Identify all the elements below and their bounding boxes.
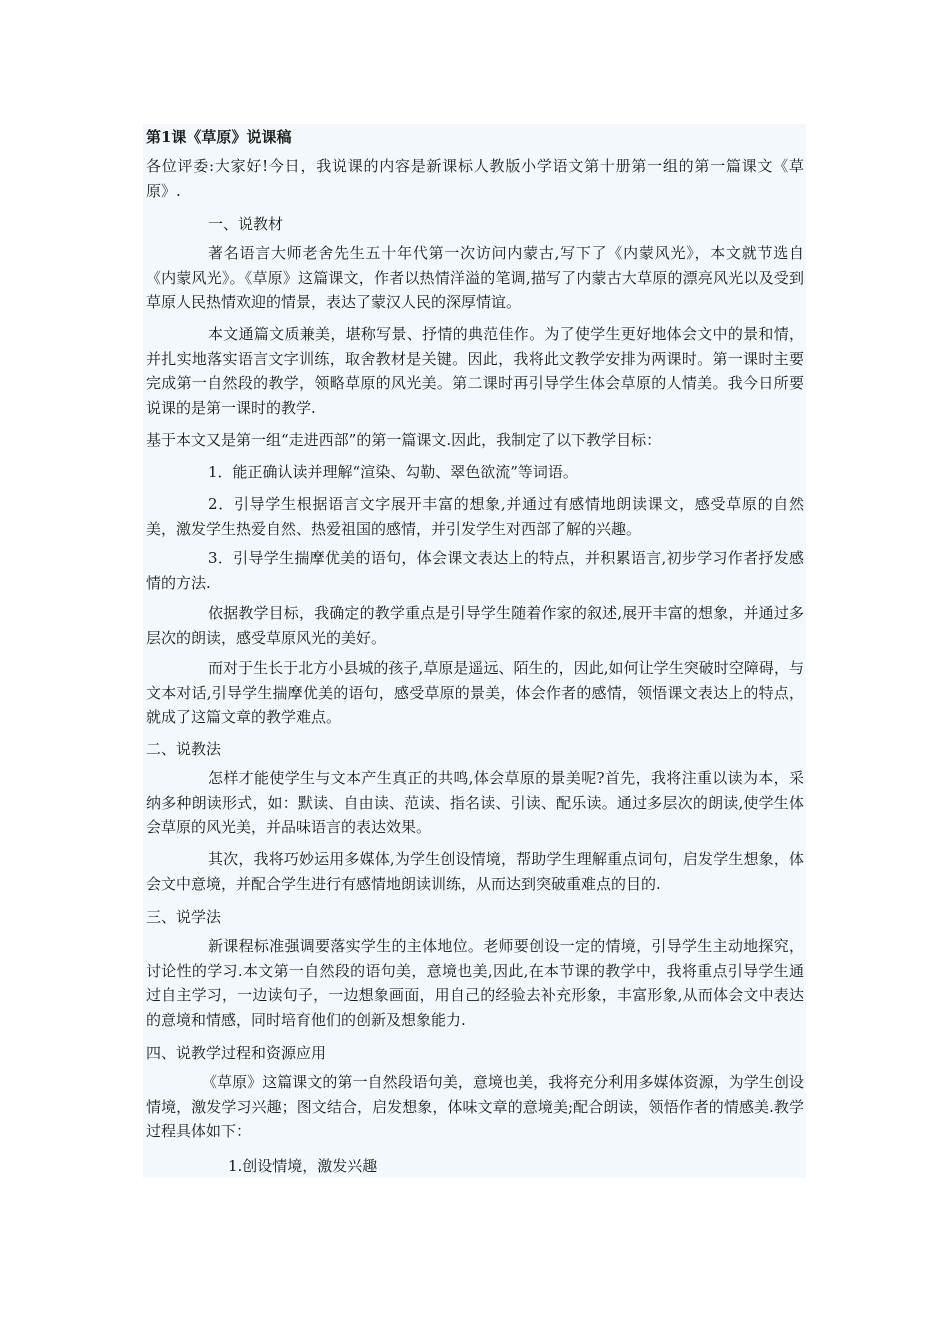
- section1-paragraph-2: 本文通篇文质兼美，堪称写景、抒情的典范佳作。为了使学生更好地体会文中的景和情，并扎实地落实语言文字训练，取舍教材是关键。因此，我将此文教学安排为两课时。第一课时主要完成第一自然段的教学，领略草原的风光美。第二课时再引导学生体会草原的人情美。我今日所要说课的是第一课时的教学.: [146, 325, 804, 417]
- section4-heading: 四、说教学过程和资源应用: [146, 1044, 327, 1062]
- document-title: 第1课《草原》说课稿: [146, 128, 292, 146]
- section2-paragraph-1: 怎样才能使学生与文本产生真正的共鸣,体会草原的景美呢?首先，我将注重以读为本，采纳多种朗读形式，如：默读、自由读、范读、指名读、引读、配乐读。通过多层次的朗读,使学生体会草原的风光美，并品味语言的表达效果。: [146, 769, 804, 836]
- teaching-goal-3: 3．引导学生揣摩优美的语句，体会课文表达上的特点，并积累语言,初步学习作者抒发感情的方法.: [146, 549, 804, 592]
- process-step-1: 1.创设情境，激发兴趣: [228, 1157, 378, 1175]
- section1-heading: 一、说教材: [208, 215, 284, 233]
- section1-paragraph-4: 依据教学目标，我确定的教学重点是引导学生随着作家的叙述,展开丰富的想象，并通过多层次的朗读，感受草原风光的美好。: [146, 604, 804, 647]
- section4-paragraph-1: 《草原》这篇课文的第一自然段语句美，意境也美，我将充分利用多媒体资源，为学生创设情境，激发学习兴趣；图文结合，启发想象，体味文章的意境美;配合朗读，领悟作者的情感美.教学过程具体如下：: [146, 1073, 804, 1140]
- section1-paragraph-3: 基于本文又是第一组“走进西部”的第一篇课文.因此，我制定了以下教学目标：: [146, 431, 662, 449]
- section2-paragraph-2: 其次，我将巧妙运用多媒体,为学生创设情境，帮助学生理解重点词句，启发学生想象，体会文中意境，并配合学生进行有感情地朗读训练，从而达到突破重难点的目的.: [146, 850, 804, 893]
- section3-paragraph-1: 新课程标准强调要落实学生的主体地位。老师要创设一定的情境，引导学生主动地探究，讨论性的学习.本文第一自然段的语句美，意境也美,因此,在本节课的教学中，我将重点引导学生通过自主学习，一边读句子，一边想象画面，用自己的经验去补充形象，丰富形象,从而体会文中表达的意境和情感，同时培育他们的创新及想象能力.: [146, 937, 804, 1029]
- section1-paragraph-1: 著名语言大师老舍先生五十年代第一次访问内蒙古,写下了《内蒙风光》，本文就节选自《内蒙风光》。《草原》这篇课文，作者以热情洋溢的笔调,描写了内蒙古大草原的漂亮风光以及受到草原人民热情欢迎的情景，表达了蒙汉人民的深厚情谊。: [146, 244, 804, 311]
- section3-heading: 三、说学法: [146, 908, 222, 926]
- teaching-goal-1: 1．能正确认读并理解“渲染、勾勒、翠色欲流”等词语。: [208, 463, 578, 481]
- section2-heading: 二、说教法: [146, 740, 222, 758]
- document-page: [143, 124, 806, 1178]
- teaching-goal-2: 2．引导学生根据语言文字展开丰富的想象,并通过有感情地朗读课文，感受草原的自然美，激发学生热爱自然、热爱祖国的感情，并引发学生对西部了解的兴趣。: [146, 495, 804, 538]
- section1-paragraph-5: 而对于生长于北方小县城的孩子,草原是遥远、陌生的，因此,如何让学生突破时空障碍，与文本对话,引导学生揣摩优美的语句，感受草原的景美，体会作者的感情，领悟课文表达上的特点，就成了这篇文章的教学难点。: [146, 659, 804, 726]
- intro-paragraph: 各位评委:大家好!今日，我说课的内容是新课标人教版小学语文第十册第一组的第一篇课文《草原》.: [146, 157, 804, 200]
